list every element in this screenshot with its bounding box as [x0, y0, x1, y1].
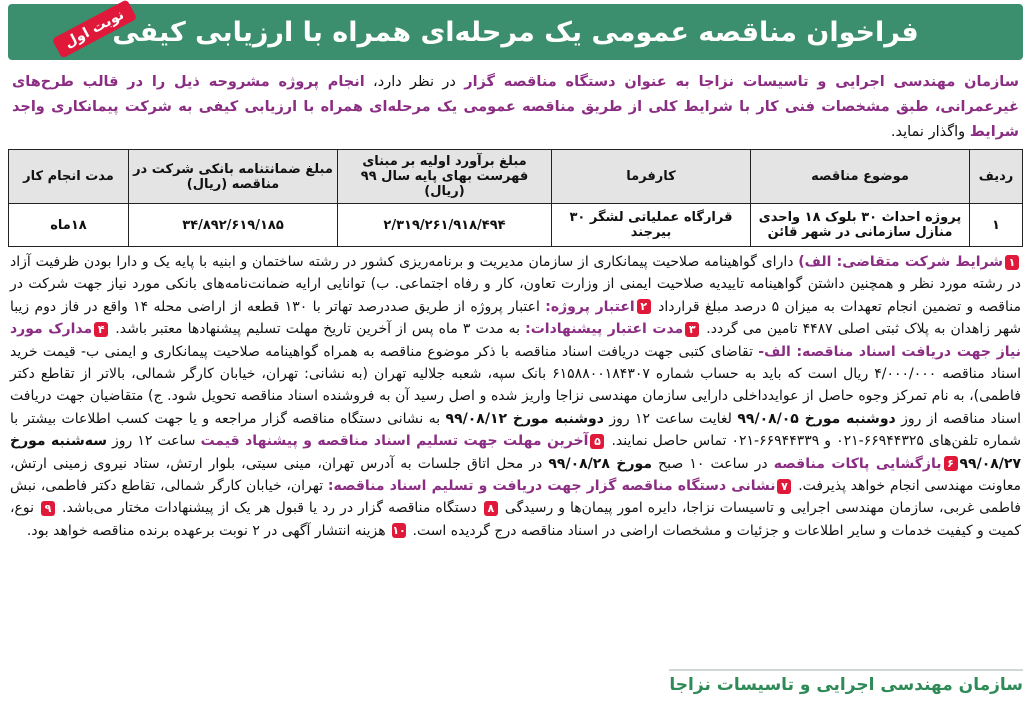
date-opening: مورخ ۹۹/۰۸/۲۸ [548, 455, 652, 472]
header-subject: موضوع مناقصه [751, 150, 970, 204]
intro-end: واگذار نماید. [890, 124, 970, 140]
footer-organization: سازمان مهندسی اجرایی و تاسیسات نزاجا [669, 669, 1023, 695]
text-ad-cost: هزینه انتشار آگهی در ۲ نوبت برعهده برنده مناقصه خواهد بود. [26, 522, 391, 539]
header-row-number: ردیف [970, 150, 1023, 204]
date-submission: سه‌شنبه مورخ ۹۹/۰۸/۲۷ [10, 433, 1022, 472]
header-estimate: مبلغ برآورد اولیه بر مبنای فهرست بهای پایه سال ۹۹ (ریال) [338, 150, 552, 204]
title-banner [8, 4, 1023, 60]
text-address: تهران، خیابان کارگر شمالی، تقاطع دکتر فاطمی، نبش فاطمی غربی، سازمان مهندسی اجرایی و تاسیسات نزاجا، دایره امور پیمان‌ها و رسیدگی [10, 478, 1022, 517]
cell-duration: ۱۸ماه [9, 204, 129, 247]
table-row [9, 204, 1023, 247]
heading-submission-deadline: آخرین مهلت جهت تسلیم اسناد مناقصه و پیشنهاد قیمت [200, 433, 589, 450]
item-number-8: ۸ [484, 501, 498, 516]
heading-offer-validity: مدت اعتبار پیشنهادات: [525, 321, 684, 338]
date-docs-start: دوشنبه مورخ ۹۹/۰۸/۰۵ [737, 410, 896, 427]
text-docs-until: لغایت ساعت ۱۲ روز [603, 410, 738, 427]
heading-project-credit: اعتبار پروژه: [545, 298, 635, 315]
item-number-3: ۳ [685, 322, 699, 337]
text-docs-contact: به نشانی دستگاه مناقصه گزار مراجعه و یا جهت کسب اطلاعات بیشتر با شماره تلفن‌های ۶۶۹۴۴۳۲۵-۰۲۱ و ۶۶۹۴۴۳۳۹-۰۲۱ تماس حاصل نمایند. [10, 410, 1022, 450]
heading-opening: بازگشایی پاکات مناقصه [773, 455, 942, 472]
heading-address: نشانی دستگاه مناقصه گزار جهت دریافت و تسلیم اسناد مناقصه: [327, 478, 776, 495]
footer [8, 669, 1023, 695]
cell-subject: پروژه احداث ۳۰ بلوک ۱۸ واحدی منازل سازمانی در شهر قائن [751, 204, 970, 247]
text-submission-time: ساعت ۱۲ روز [107, 433, 201, 450]
cell-estimate: ۲/۳۱۹/۲۶۱/۹۱۸/۴۹۴ [338, 204, 552, 247]
item-number-1: ۱ [1005, 255, 1019, 270]
table-header-row [9, 150, 1023, 204]
intro-organization: سازمان مهندسی اجرایی و تاسیسات نزاجا به عنوان دستگاه مناقصه گزار [464, 74, 1020, 90]
header-guarantee: مبلغ ضمانتنامه بانکی شرکت در مناقصه (ریال) [129, 150, 338, 204]
heading-required-documents: مدارک مورد نیاز جهت دریافت اسناد مناقصه: الف- [10, 321, 1021, 360]
date-docs-end: دوشنبه مورخ ۹۹/۰۸/۱۲ [445, 410, 604, 427]
text-accept-reject: دستگاه مناقصه گزار در رد یا قبول هر یک از پیشنهادات مختار می‌باشد. [57, 500, 482, 517]
item-number-4: ۴ [94, 322, 108, 337]
item-number-9: ۹ [41, 501, 55, 516]
item-number-6: ۶ [944, 456, 958, 471]
text-applicant-conditions: دارای گواهینامه صلاحیت پیمانکاری از سازمان مدیریت و برنامه‌ریزی کشور در رشته ساختمان و ابنیه با پایه یک و دارا بودن ظرفیت آزاد در رشته مورد نظر و همچنین داشتن گواهینامه تاییدیه صلاحیت ایمنی از وزارت تعاون، کار و رفاه اجتماعی. ب) توانایی ارایه ضمانت‌نامه‌های بانکی مورد نیاز جهت شرکت در مناقصه و تضمین انجام تعهدات به میزان ۵ درصد مبلغ قرارداد [10, 254, 1021, 315]
item-number-2: ۲ [637, 299, 651, 314]
text-opening-place: در محل اتاق جلسات به آدرس تهران، مینی سیتی، بلوار ارتش، ستاد نیروی زمینی ارتش، معاونت مهندسی انجام خواهد پذیرفت. [10, 455, 1021, 495]
header-employer: کارفرما [552, 150, 751, 204]
round-badge: نوبت اول [52, 0, 137, 59]
tender-table [8, 149, 1023, 247]
item-number-7: ۷ [777, 479, 791, 494]
header-duration: مدت انجام کار [9, 150, 129, 204]
text-details: نوع، کمیت و کیفیت خدمات و سایر اطلاعات و جزئیات و مشخصات اراضی در اسناد مناقصه درج گردیده است. [10, 500, 1021, 539]
text-required-documents: تقاضای کتبی جهت دریافت اسناد مناقصه با ذکر موضوع مناقصه به همراه گواهینامه صلاحیت پیمانکاری و ایمنی ب- قیمت خرید اسناد مناقصه ۴/۰۰۰/۰۰۰ ریال است که باید به حساب شماره ۶۱۵۸۸۰۰۱۸۴۳۰۷ بانک سپه، شعبه جلالیه تهران (به نشانی: تهران، خیابان کارگر شمالی، بالاتر از تقاطع دکتر فاطمی)، به نام تمرکز وجوه حاصل از عوایدداخلی دارایی سازمان مهندسی نزاجا واریز شده و اصل رسید آن به فروشنده اسناد مناقصه تحویل شود. ج) متقاضیان جهت دریافت اسناد مناقصه از روز [10, 343, 1021, 427]
item-number-10: ۱۰ [392, 524, 406, 538]
intro-middle: در نظر دارد، [364, 74, 465, 90]
cell-employer: قرارگاه عملیاتی لشگر ۳۰ بیرجند [552, 204, 751, 247]
text-offer-validity: به مدت ۳ ماه پس از آخرین تاریخ مهلت تسلیم پیشنهادها معتبر باشد. [110, 321, 526, 338]
notice-title: فراخوان مناقصه عمومی یک مرحله‌ای همراه با ارزیابی کیفی [112, 16, 919, 48]
terms-text [8, 251, 1023, 542]
intro-paragraph [8, 70, 1023, 145]
text-opening-time: در ساعت ۱۰ صبح [652, 455, 774, 472]
intro-highlight: انجام پروژه مشروحه ذیل را در قالب طرح‌های غیرعمرانی، طبق مشخصات فنی کار با شرایط کلی از طریق مناقصه عمومی یک مرحله‌ای همراه با ارزیابی کیفی به شرکت پیمانکاری واجد شرایط [12, 74, 1019, 140]
heading-applicant-conditions: شرایط شرکت متقاضی: الف) [798, 254, 1003, 270]
cell-guarantee: ۳۴/۸۹۲/۶۱۹/۱۸۵ [129, 204, 338, 247]
text-project-credit: اعتبار پروژه از طریق صددرصد تهاتر با ۱۳۰ قطعه از اراضی محله ۱۴ واقع در فاز دوم زیبا شهر زاهدان به پلاک ثبتی اصلی ۴۴۸۷ تامین می گردد. [10, 298, 1022, 338]
cell-row-number: ۱ [970, 204, 1023, 247]
item-number-5: ۵ [590, 434, 604, 449]
